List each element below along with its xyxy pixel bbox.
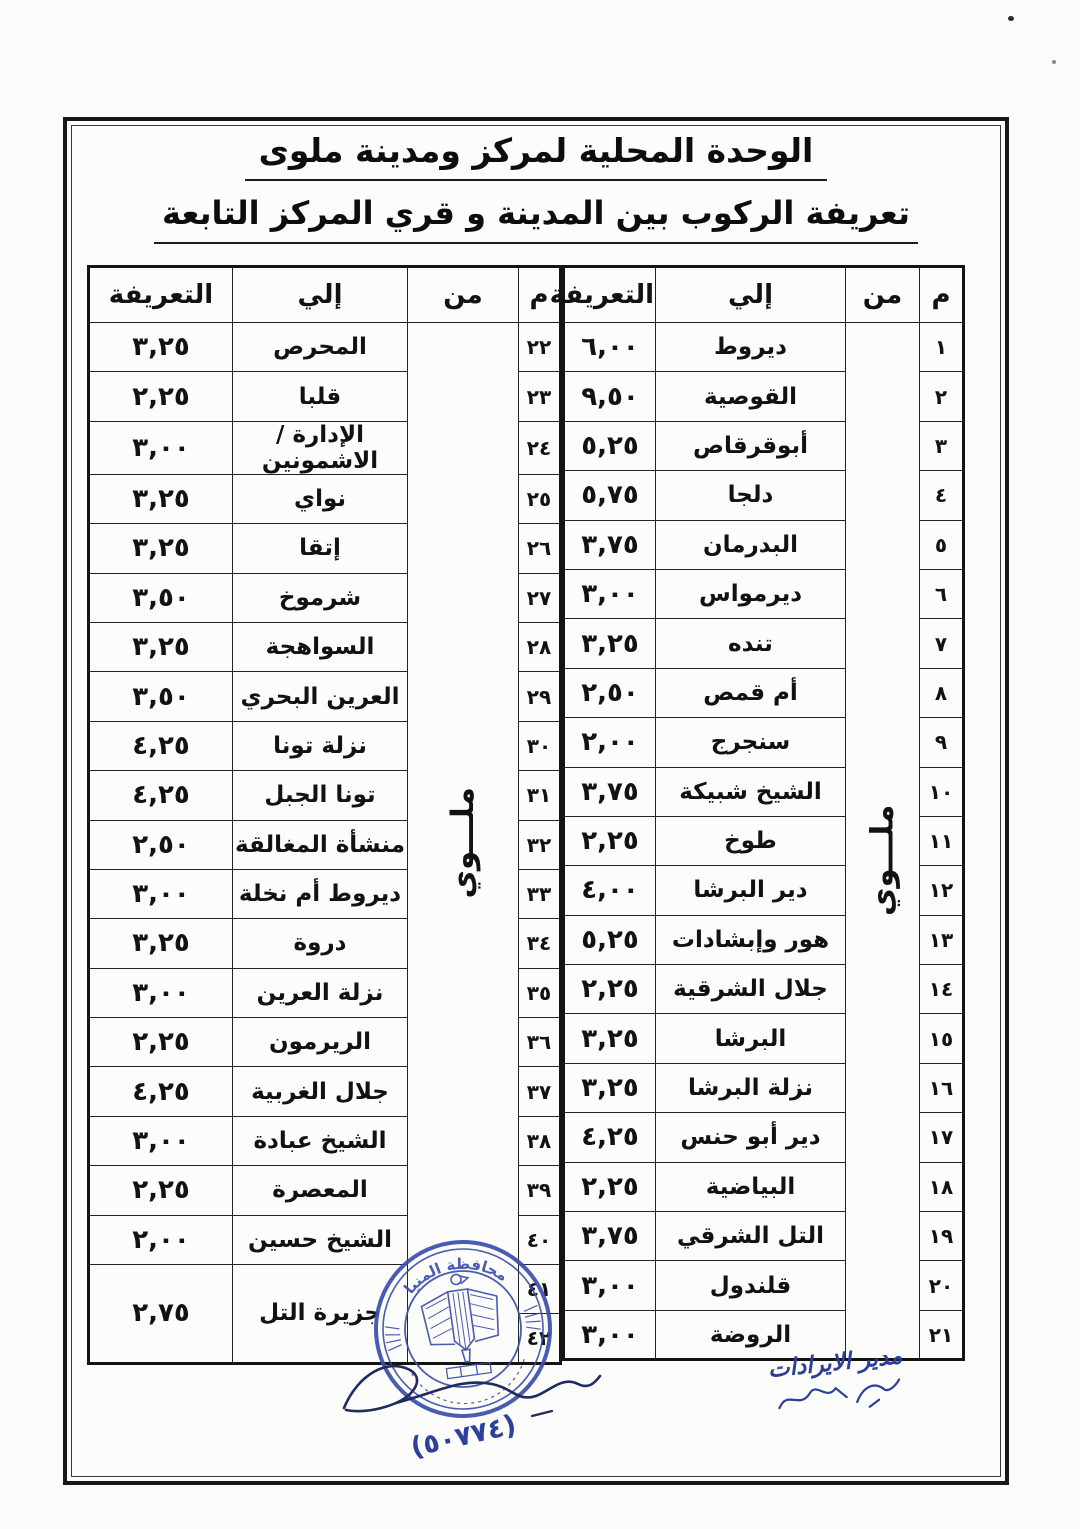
fare-value: ٣,٢٥ xyxy=(89,622,233,671)
from-city-vertical-label: ملـــوي xyxy=(864,804,901,916)
destination-name: السواهجة xyxy=(233,622,408,671)
scan-speck xyxy=(1052,60,1056,64)
fare-value: ٢,٢٥ xyxy=(89,1166,233,1215)
destination-name: دروة xyxy=(233,919,408,968)
row-number: ١١ xyxy=(920,816,964,865)
destination-name: قلندول xyxy=(656,1261,846,1310)
row-number: ٣٤ xyxy=(519,919,561,968)
from-city-cell xyxy=(846,323,920,1360)
row-number: ٣٨ xyxy=(519,1116,561,1165)
row-number: ١٣ xyxy=(920,915,964,964)
col-header-to: إلي xyxy=(233,267,408,323)
fare-value: ٣,٢٥ xyxy=(89,919,233,968)
destination-name: نزلة العرين xyxy=(233,968,408,1017)
destination-name: الشيخ عبادة xyxy=(233,1116,408,1165)
row-number: ١ xyxy=(920,323,964,372)
fare-value: ٢,٥٠ xyxy=(89,820,233,869)
page-title: الوحدة المحلية لمركز ومدينة ملوى xyxy=(245,131,828,181)
destination-name: إتقا xyxy=(233,524,408,573)
destination-name: ديروط xyxy=(656,323,846,372)
destination-name: جلال الشرقية xyxy=(656,965,846,1014)
row-number: ٢ xyxy=(920,372,964,421)
destination-name: جزيرة التل xyxy=(233,1265,408,1364)
row-number: ١٠ xyxy=(920,767,964,816)
row-number: ٣٥ xyxy=(519,968,561,1017)
destination-name: طوخ xyxy=(656,816,846,865)
fare-value: ٢,٠٠ xyxy=(89,1215,233,1264)
fare-value: ٢,٥٠ xyxy=(564,668,656,717)
row-number: ٥ xyxy=(920,520,964,569)
row-number: ٣٦ xyxy=(519,1018,561,1067)
destination-name: الشيخ حسين xyxy=(233,1215,408,1264)
from-city-vertical-label: ملـــوي xyxy=(445,787,481,899)
destination-name: المعصرة xyxy=(233,1166,408,1215)
row-number: ٣١ xyxy=(519,771,561,820)
fare-value: ٣,٥٠ xyxy=(89,672,233,721)
row-number: ٤١ xyxy=(519,1265,561,1314)
row-number: ٩ xyxy=(920,718,964,767)
fare-value: ٦,٠٠ xyxy=(564,323,656,372)
row-number: ٢٥ xyxy=(519,474,561,523)
destination-name: دير أبو حنس xyxy=(656,1113,846,1162)
row-number: ٢٠ xyxy=(920,1261,964,1310)
fare-value: ٣,٢٥ xyxy=(564,1014,656,1063)
destination-name: العرين البحري xyxy=(233,672,408,721)
fare-value: ٣,٢٥ xyxy=(89,474,233,523)
row-number: ١٦ xyxy=(920,1063,964,1112)
destination-name: أم قمص xyxy=(656,668,846,717)
fare-value: ٢,٢٥ xyxy=(89,372,233,421)
destination-name: الإدارة / الاشمونين xyxy=(233,421,408,474)
destination-name: البرشا xyxy=(656,1014,846,1063)
revenue-manager-label: مدير الايرادات xyxy=(766,1343,904,1384)
row-number: ٣٣ xyxy=(519,869,561,918)
row-number: ١٤ xyxy=(920,965,964,1014)
destination-name: نزلة تونا xyxy=(233,721,408,770)
fare-value: ٣,٠٠ xyxy=(89,1116,233,1165)
fare-value: ٥,٢٥ xyxy=(564,421,656,470)
table-row xyxy=(89,323,561,372)
row-number: ١٧ xyxy=(920,1113,964,1162)
row-number: ٣٩ xyxy=(519,1166,561,1215)
destination-name: ديروط أم نخلة xyxy=(233,869,408,918)
fare-table-left-half xyxy=(87,265,562,1365)
title-block xyxy=(63,131,1009,244)
destination-name: جلال الغربية xyxy=(233,1067,408,1116)
row-number: ٤ xyxy=(920,471,964,520)
row-number: ١٨ xyxy=(920,1162,964,1211)
col-header-num: م xyxy=(920,267,964,323)
fare-value: ٣,٧٥ xyxy=(564,520,656,569)
fare-value: ٣,٧٥ xyxy=(564,767,656,816)
fare-value: ٤,٢٥ xyxy=(89,771,233,820)
fare-value: ٢,٧٥ xyxy=(89,1265,233,1364)
row-number: ١٢ xyxy=(920,866,964,915)
row-number: ١٩ xyxy=(920,1212,964,1261)
fare-value: ٣,٠٠ xyxy=(89,421,233,474)
fare-table xyxy=(93,265,965,1365)
scan-speck xyxy=(1008,16,1014,21)
row-number: ٣٧ xyxy=(519,1067,561,1116)
row-number: ٢٤ xyxy=(519,421,561,474)
row-number: ١٥ xyxy=(920,1014,964,1063)
from-city-cell xyxy=(408,323,519,1364)
fare-value: ٣,٢٥ xyxy=(564,619,656,668)
stamp-arc-text: محافظة المنيا xyxy=(400,1254,512,1298)
fare-value: ٣,٢٥ xyxy=(89,323,233,372)
fare-value: ٢,٢٥ xyxy=(564,965,656,1014)
row-number: ٢٧ xyxy=(519,573,561,622)
fare-value: ٢,٠٠ xyxy=(564,718,656,767)
destination-name: منشأة المغالقة xyxy=(233,820,408,869)
destination-name: البدرمان xyxy=(656,520,846,569)
fare-value: ٢,٢٥ xyxy=(89,1018,233,1067)
row-number: ٢٦ xyxy=(519,524,561,573)
destination-name: الشيخ شبيكة xyxy=(656,767,846,816)
row-number: ٦ xyxy=(920,569,964,618)
header-row xyxy=(89,267,561,323)
col-header-to: إلي xyxy=(656,267,846,323)
fare-value: ٤,٢٥ xyxy=(564,1113,656,1162)
fare-value: ٥,٧٥ xyxy=(564,471,656,520)
destination-name: المحرص xyxy=(233,323,408,372)
col-header-fare: التعريفة xyxy=(89,267,233,323)
destination-name: هور وإبشادات xyxy=(656,915,846,964)
destination-name: تونا الجبل xyxy=(233,771,408,820)
row-number: ٢٣ xyxy=(519,372,561,421)
destination-name: الريرمون xyxy=(233,1018,408,1067)
destination-name: البياضية xyxy=(656,1162,846,1211)
destination-name: شرموخ xyxy=(233,573,408,622)
destination-name: نزلة البرشا xyxy=(656,1063,846,1112)
fare-value: ٩,٥٠ xyxy=(564,372,656,421)
row-number: ٢٩ xyxy=(519,672,561,721)
header-row xyxy=(564,267,964,323)
row-number: ٣ xyxy=(920,421,964,470)
row-number: ٣٠ xyxy=(519,721,561,770)
destination-name: القوصية xyxy=(656,372,846,421)
fare-value: ٢,٢٥ xyxy=(564,816,656,865)
destination-name: سنجرج xyxy=(656,718,846,767)
row-number: ٨ xyxy=(920,668,964,717)
destination-name: ديرمواس xyxy=(656,569,846,618)
page-subtitle: تعريفة الركوب بين المدينة و قري المركز التابعة xyxy=(154,194,918,244)
fare-value: ٤,٢٥ xyxy=(89,721,233,770)
fare-value: ٣,٠٠ xyxy=(564,1261,656,1310)
col-header-from: من xyxy=(408,267,519,323)
destination-name: الروضة xyxy=(656,1310,846,1359)
fare-value: ٣,٠٠ xyxy=(564,569,656,618)
destination-name: التل الشرقي xyxy=(656,1212,846,1261)
fare-value: ٣,٠٠ xyxy=(89,869,233,918)
row-number: ٢٢ xyxy=(519,323,561,372)
destination-name: أبوقرقاص xyxy=(656,421,846,470)
destination-name: تنده xyxy=(656,619,846,668)
row-number: ٧ xyxy=(920,619,964,668)
fare-value: ٣,٠٠ xyxy=(564,1310,656,1359)
destination-name: قلبا xyxy=(233,372,408,421)
row-number: ٢٨ xyxy=(519,622,561,671)
fare-value: ٣,٠٠ xyxy=(89,968,233,1017)
handwritten-number: (٥٠٧٧٤) xyxy=(407,1409,520,1464)
fare-value: ٤,٠٠ xyxy=(564,866,656,915)
fare-value: ٢,٢٥ xyxy=(564,1162,656,1211)
col-header-num: م xyxy=(519,267,561,323)
row-number: ٤٠ xyxy=(519,1215,561,1264)
destination-name: دلجا xyxy=(656,471,846,520)
col-header-fare: التعريفة xyxy=(564,267,656,323)
fare-value: ٥,٢٥ xyxy=(564,915,656,964)
table-row xyxy=(564,323,964,372)
fare-value: ٣,٢٥ xyxy=(564,1063,656,1112)
destination-name: دير البرشا xyxy=(656,866,846,915)
destination-name: نواي xyxy=(233,474,408,523)
row-number: ٤٢ xyxy=(519,1314,561,1363)
row-number: ٢١ xyxy=(920,1310,964,1359)
fare-value: ٣,٧٥ xyxy=(564,1212,656,1261)
fare-value: ٤,٢٥ xyxy=(89,1067,233,1116)
fare-value: ٣,٢٥ xyxy=(89,524,233,573)
row-number: ٣٢ xyxy=(519,820,561,869)
col-header-from: من xyxy=(846,267,920,323)
fare-value: ٣,٥٠ xyxy=(89,573,233,622)
fare-table-right-half xyxy=(549,265,965,1361)
